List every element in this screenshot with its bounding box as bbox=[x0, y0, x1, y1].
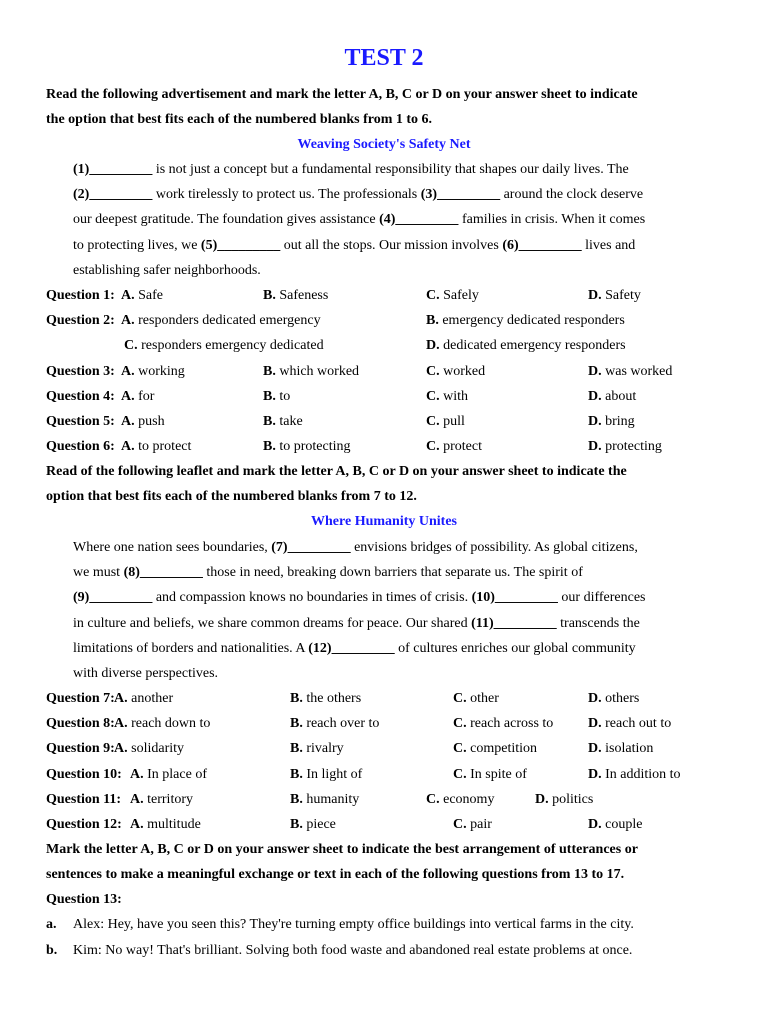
answer-option bbox=[130, 790, 193, 810]
passage-text: families in crisis. When it comes bbox=[458, 212, 646, 228]
passage-line bbox=[73, 261, 261, 281]
option-text: piece bbox=[302, 817, 336, 832]
option-letter: B. bbox=[263, 414, 276, 429]
answer-option bbox=[263, 412, 303, 432]
option-text: pair bbox=[466, 817, 492, 832]
answer-option bbox=[426, 286, 479, 306]
option-text: for bbox=[134, 388, 155, 404]
question-label: Question 4: bbox=[46, 388, 115, 404]
option-text: reach out to bbox=[601, 716, 672, 732]
answer-option bbox=[426, 387, 468, 407]
section3-instruction-line2: sentences to make a meaningful exchange or text in each of the following questions from 13 to 17. bbox=[46, 867, 625, 882]
passage-line bbox=[73, 236, 635, 256]
option-letter: B. bbox=[290, 741, 303, 757]
option-text: couple bbox=[601, 817, 643, 832]
answer-option bbox=[426, 362, 485, 382]
option-text: with bbox=[439, 388, 469, 404]
answer-option bbox=[426, 437, 482, 457]
blank-marker: (5)_________ bbox=[200, 237, 281, 253]
option-letter: A. bbox=[121, 363, 135, 379]
answer-option bbox=[121, 412, 165, 432]
option-letter: D. bbox=[588, 288, 602, 303]
option-letter: D. bbox=[588, 741, 602, 757]
option-letter: A. bbox=[114, 691, 128, 706]
passage-line bbox=[73, 563, 583, 583]
option-letter: A. bbox=[130, 817, 144, 832]
answer-option bbox=[588, 689, 639, 709]
option-text: Safeness bbox=[275, 288, 329, 303]
option-letter: A. bbox=[121, 439, 135, 455]
option-letter: B. bbox=[426, 313, 439, 329]
section2-instruction-line1: Read of the following leaflet and mark the letter A, B, C or D on your answer sheet to indicate the bbox=[46, 464, 627, 479]
option-letter: D. bbox=[535, 791, 549, 807]
option-text: politics bbox=[548, 791, 594, 807]
answer-option bbox=[263, 362, 359, 382]
option-letter: C. bbox=[426, 791, 440, 807]
blank-marker: (7)_________ bbox=[271, 540, 351, 555]
section3-instruction-line1: Mark the letter A, B, C or D on your answer sheet to indicate the best arrangement of utterances or bbox=[46, 842, 638, 857]
answer-option bbox=[290, 689, 361, 709]
answer-option bbox=[114, 739, 184, 759]
blank-marker: (10)_________ bbox=[471, 590, 558, 606]
question-label: Question 10: bbox=[46, 766, 122, 782]
section1-instruction-line1: Read the following advertisement and mark the letter A, B, C or D on your answer sheet to indicate bbox=[46, 87, 638, 102]
item-letter: a. bbox=[46, 917, 57, 932]
option-text: worked bbox=[439, 363, 486, 379]
option-text: about bbox=[601, 388, 637, 404]
option-letter: D. bbox=[588, 414, 602, 429]
option-letter: D. bbox=[588, 766, 602, 782]
passage-text: lives and bbox=[581, 237, 636, 253]
answer-option bbox=[290, 790, 359, 810]
blank-marker: (3)_________ bbox=[420, 187, 501, 203]
passage-text: work tirelessly to protect us. The professionals bbox=[152, 187, 421, 203]
answer-option bbox=[263, 387, 290, 407]
blank-marker: (4)_________ bbox=[379, 212, 459, 228]
answer-option bbox=[535, 790, 593, 810]
option-letter: C. bbox=[124, 338, 138, 354]
answer-option bbox=[588, 739, 653, 759]
blank-marker: (12)_________ bbox=[308, 640, 395, 656]
option-text: which worked bbox=[275, 363, 360, 379]
option-letter: B. bbox=[263, 363, 276, 379]
option-text: to protecting bbox=[275, 439, 351, 455]
answer-option bbox=[290, 765, 362, 785]
passage-text: out all the stops. Our mission involves bbox=[280, 237, 503, 253]
option-letter: A. bbox=[121, 288, 135, 303]
option-text: rivalry bbox=[302, 741, 344, 757]
option-letter: A. bbox=[114, 741, 128, 757]
option-letter: A. bbox=[121, 313, 135, 329]
option-text: dedicated emergency responders bbox=[439, 338, 626, 354]
option-text: In light of bbox=[302, 766, 363, 782]
option-letter: C. bbox=[453, 766, 467, 782]
option-letter: C. bbox=[426, 388, 440, 404]
section2-instruction-line2: option that best fits each of the numbered blanks from 7 to 12. bbox=[46, 489, 417, 504]
option-letter: C. bbox=[426, 288, 440, 303]
passage-text: establishing safer neighborhoods. bbox=[73, 262, 261, 278]
answer-option bbox=[426, 412, 465, 432]
answer-option bbox=[588, 714, 671, 734]
option-text: Safety bbox=[601, 288, 641, 303]
option-text: protecting bbox=[601, 439, 662, 455]
question-label: Question 6: bbox=[46, 439, 115, 455]
test-title: TEST 2 bbox=[344, 45, 424, 71]
option-letter: D. bbox=[588, 439, 602, 455]
option-letter: A. bbox=[121, 388, 135, 404]
option-text: to bbox=[275, 388, 291, 404]
answer-option bbox=[426, 336, 626, 356]
passage-line bbox=[73, 160, 629, 180]
option-letter: A. bbox=[130, 766, 144, 782]
option-text: responders dedicated emergency bbox=[134, 313, 321, 329]
passage-text: envisions bridges of possibility. As global citizens, bbox=[350, 540, 638, 555]
answer-option bbox=[588, 387, 636, 407]
option-letter: B. bbox=[290, 817, 303, 832]
passage-text: Where one nation sees boundaries, bbox=[73, 540, 272, 555]
option-text: reach over to bbox=[302, 716, 380, 732]
question-label: Question 12: bbox=[46, 817, 122, 832]
section1-heading: Weaving Society's Safety Net bbox=[297, 137, 471, 152]
option-text: economy bbox=[439, 791, 495, 807]
passage-text: our differences bbox=[557, 590, 646, 606]
answer-option bbox=[588, 286, 641, 306]
option-text: In spite of bbox=[466, 766, 527, 782]
option-letter: D. bbox=[588, 817, 602, 832]
passage-text: with diverse perspectives. bbox=[73, 666, 219, 681]
passage-text: is not just a concept but a fundamental responsibility that shapes our daily lives. The bbox=[152, 162, 629, 177]
option-letter: C. bbox=[453, 741, 467, 757]
passage-line bbox=[73, 639, 636, 659]
passage-line bbox=[73, 614, 640, 634]
blank-marker: (1)_________ bbox=[73, 162, 153, 177]
passage-text: around the clock deserve bbox=[500, 187, 644, 203]
option-letter: D. bbox=[588, 716, 602, 732]
question-label: Question 2: bbox=[46, 313, 115, 329]
option-text: push bbox=[134, 414, 165, 429]
answer-option bbox=[121, 286, 163, 306]
option-text: In place of bbox=[143, 766, 207, 782]
option-text: others bbox=[601, 691, 640, 706]
answer-option bbox=[588, 765, 681, 785]
option-letter: C. bbox=[426, 439, 440, 455]
option-letter: B. bbox=[290, 691, 303, 706]
answer-option bbox=[263, 437, 351, 457]
answer-option bbox=[453, 815, 492, 835]
option-text: multitude bbox=[143, 817, 201, 832]
question-label: Question 5: bbox=[46, 414, 115, 429]
question-13-label: Question 13: bbox=[46, 892, 122, 907]
item-letter: b. bbox=[46, 943, 58, 958]
answer-option bbox=[453, 739, 537, 759]
option-text: In addition to bbox=[601, 766, 681, 782]
option-letter: B. bbox=[290, 791, 303, 807]
option-text: pull bbox=[439, 414, 465, 429]
passage-text: and compassion knows no boundaries in times of crisis. bbox=[152, 590, 472, 606]
blank-marker: (8)_________ bbox=[123, 565, 203, 581]
option-text: bring bbox=[601, 414, 635, 429]
option-text: Safely bbox=[439, 288, 479, 303]
option-letter: C. bbox=[453, 817, 467, 832]
passage-line bbox=[73, 210, 645, 230]
answer-option bbox=[114, 689, 173, 709]
blank-marker: (9)_________ bbox=[73, 590, 153, 606]
blank-marker: (6)_________ bbox=[502, 237, 582, 253]
section1-instruction-line2: the option that best fits each of the numbered blanks from 1 to 6. bbox=[46, 112, 433, 127]
question-label: Question 8: bbox=[46, 716, 115, 732]
passage-text: we must bbox=[73, 565, 124, 581]
option-text: was worked bbox=[601, 363, 673, 379]
option-text: the others bbox=[302, 691, 362, 706]
option-letter: B. bbox=[290, 766, 303, 782]
passage-text: limitations of borders and nationalities. A bbox=[73, 640, 309, 656]
option-letter: B. bbox=[263, 288, 276, 303]
passage-text: in culture and beliefs, we share common dreams for peace. Our shared bbox=[73, 615, 472, 631]
passage-text: of cultures enriches our global community bbox=[394, 640, 636, 656]
answer-option bbox=[426, 790, 494, 810]
passage-line bbox=[73, 588, 646, 608]
option-letter: C. bbox=[426, 414, 440, 429]
answer-option bbox=[426, 311, 625, 331]
option-letter: B. bbox=[290, 716, 303, 732]
option-text: working bbox=[134, 363, 185, 379]
answer-option bbox=[588, 437, 662, 457]
option-letter: A. bbox=[114, 716, 128, 732]
option-letter: C. bbox=[426, 363, 440, 379]
option-letter: C. bbox=[453, 716, 467, 732]
answer-option bbox=[130, 765, 207, 785]
answer-option bbox=[121, 387, 154, 407]
answer-option bbox=[453, 714, 553, 734]
blank-marker: (2)_________ bbox=[73, 187, 153, 203]
option-text: Safe bbox=[134, 288, 164, 303]
option-letter: D. bbox=[588, 363, 602, 379]
passage-line bbox=[73, 538, 638, 558]
option-text: humanity bbox=[302, 791, 360, 807]
question-label: Question 11: bbox=[46, 791, 122, 807]
answer-option bbox=[290, 739, 344, 759]
question-label: Question 1: bbox=[46, 288, 115, 303]
option-letter: D. bbox=[588, 691, 602, 706]
answer-option bbox=[290, 815, 336, 835]
passage-text: transcends the bbox=[556, 615, 640, 631]
question-label: Question 9: bbox=[46, 741, 115, 757]
option-letter: C. bbox=[453, 691, 467, 706]
option-text: protect bbox=[439, 439, 482, 455]
answer-option bbox=[121, 362, 185, 382]
question-label: Question 3: bbox=[46, 363, 115, 379]
answer-option bbox=[588, 815, 642, 835]
option-text: take bbox=[275, 414, 303, 429]
option-text: other bbox=[466, 691, 499, 706]
answer-option bbox=[588, 362, 672, 382]
blank-marker: (11)_________ bbox=[471, 615, 557, 631]
item-text: Alex: Hey, have you seen this? They're turning empty office buildings into vertical farms in the city. bbox=[73, 917, 634, 932]
option-text: responders emergency dedicated bbox=[137, 338, 324, 354]
option-text: reach across to bbox=[466, 716, 554, 732]
answer-option bbox=[121, 311, 321, 331]
passage-text: our deepest gratitude. The foundation gives assistance bbox=[73, 212, 380, 228]
answer-option bbox=[588, 412, 635, 432]
option-text: another bbox=[127, 691, 174, 706]
option-letter: B. bbox=[263, 388, 276, 404]
option-text: reach down to bbox=[127, 716, 211, 732]
passage-line bbox=[73, 185, 643, 205]
option-text: to protect bbox=[134, 439, 192, 455]
answer-option bbox=[290, 714, 379, 734]
option-letter: A. bbox=[130, 791, 144, 807]
question-label: Question 7: bbox=[46, 691, 115, 706]
answer-option bbox=[453, 765, 527, 785]
passage-line bbox=[73, 664, 218, 684]
option-letter: D. bbox=[588, 388, 602, 404]
option-text: emergency dedicated responders bbox=[438, 313, 625, 329]
passage-text: to protecting lives, we bbox=[73, 237, 201, 253]
answer-option bbox=[124, 336, 324, 356]
option-letter: B. bbox=[263, 439, 276, 455]
answer-option bbox=[130, 815, 201, 835]
passage-text: those in need, breaking down barriers that separate us. The spirit of bbox=[202, 565, 583, 581]
item-text: Kim: No way! That's brilliant. Solving both food waste and abandoned real estate problems at once. bbox=[73, 943, 633, 958]
option-text: territory bbox=[143, 791, 193, 807]
answer-option bbox=[114, 714, 210, 734]
section2-heading: Where Humanity Unites bbox=[311, 514, 457, 529]
option-text: solidarity bbox=[127, 741, 185, 757]
option-text: isolation bbox=[601, 741, 654, 757]
answer-option bbox=[121, 437, 191, 457]
option-letter: A. bbox=[121, 414, 135, 429]
option-letter: D. bbox=[426, 338, 440, 354]
answer-option bbox=[453, 689, 499, 709]
option-text: competition bbox=[466, 741, 538, 757]
answer-option bbox=[263, 286, 328, 306]
